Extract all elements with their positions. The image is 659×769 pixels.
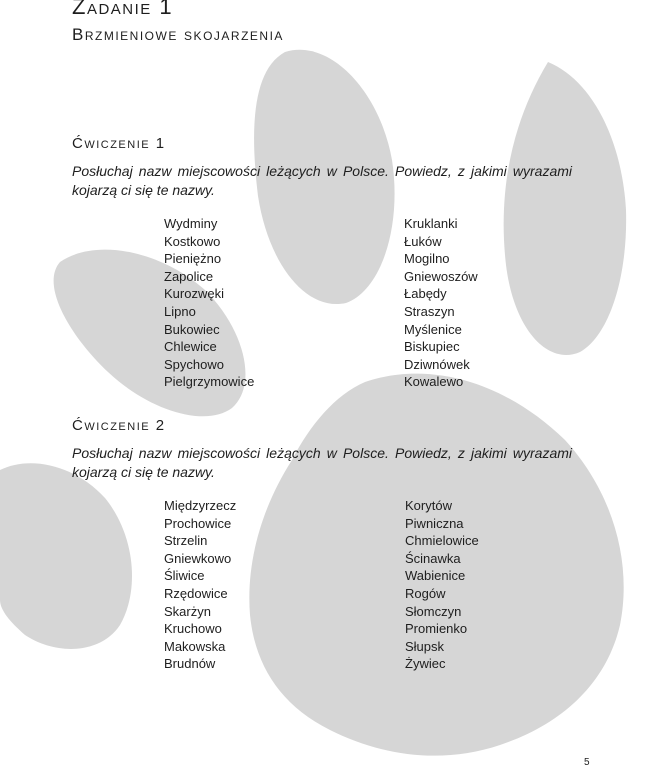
list-item: Pielgrzymowice (164, 374, 255, 390)
paw-left-pad (0, 463, 132, 649)
exercise-1-heading: Ćwiczenie 1 (72, 135, 166, 152)
list-item: Rzędowice (164, 585, 228, 601)
list-item: Korytów (405, 498, 452, 513)
list-item: Straszyn (404, 303, 455, 319)
list-item: Wydminy (164, 216, 218, 231)
list-item: Wabienice (405, 568, 466, 584)
exercise-2-instruction: Posłuchaj nazw miejscowości leżących w Polsce. Powiedz, z jakimi wyrazami kojarzą ci się te nazwy. (72, 445, 572, 480)
list-item: Chlewice (164, 339, 217, 355)
list-item: Kowalewo (404, 374, 464, 390)
list-item: Gniewoszów (404, 268, 478, 284)
list-item: Makowska (164, 638, 226, 654)
list-item: Kruchowo (164, 621, 222, 637)
list-item: Międzyrzecz (164, 498, 237, 513)
list-item: Śliwice (164, 568, 205, 584)
list-item: Łabędy (404, 286, 447, 302)
list-item: Bukowiec (164, 321, 220, 337)
list-item: Ścinawka (405, 550, 461, 566)
page-title: Zadanie 1 (72, 0, 174, 19)
list-item: Kurozwęki (164, 286, 224, 302)
list-item: Prochowice (164, 515, 232, 531)
exercise-2-left-column (164, 497, 236, 673)
list-item: Zapolice (164, 268, 214, 284)
list-item: Skarżyn (164, 603, 211, 619)
list-item: Promienko (405, 621, 468, 637)
exercise-2-right-column (405, 497, 479, 673)
list-item: Chmielowice (405, 533, 479, 549)
list-item: Dziwnówek (404, 356, 470, 372)
page-subtitle: Brzmieniowe skojarzenia (72, 25, 284, 44)
list-item: Łuków (404, 233, 442, 249)
list-item: Kostkowo (164, 233, 221, 249)
list-item: Słupsk (405, 638, 445, 654)
exercise-1-instruction: Posłuchaj nazw miejscowości leżących w Polsce. Powiedz, z jakimi wyrazami kojarzą ci się te nazwy. (72, 163, 572, 198)
list-item: Kruklanki (404, 216, 458, 231)
exercise-1-left-column (164, 215, 254, 391)
page-number: 5 (584, 757, 590, 768)
list-item: Spychowo (164, 356, 224, 372)
list-item: Słomczyn (405, 603, 462, 619)
list-item: Biskupiec (404, 339, 460, 355)
list-item: Żywiec (405, 656, 446, 672)
list-item: Lipno (164, 303, 196, 319)
paw-toe-3 (504, 62, 627, 355)
list-item: Pieniężno (164, 251, 222, 267)
list-item: Mogilno (404, 251, 450, 267)
list-item: Rogów (405, 585, 446, 601)
list-item: Gniewkowo (164, 550, 232, 566)
exercise-2-heading: Ćwiczenie 2 (72, 417, 166, 434)
list-item: Myślenice (404, 321, 462, 337)
list-item: Piwniczna (405, 515, 464, 531)
list-item: Brudnów (164, 656, 216, 672)
exercise-1-right-column (404, 215, 478, 391)
list-item: Strzelin (164, 533, 208, 549)
